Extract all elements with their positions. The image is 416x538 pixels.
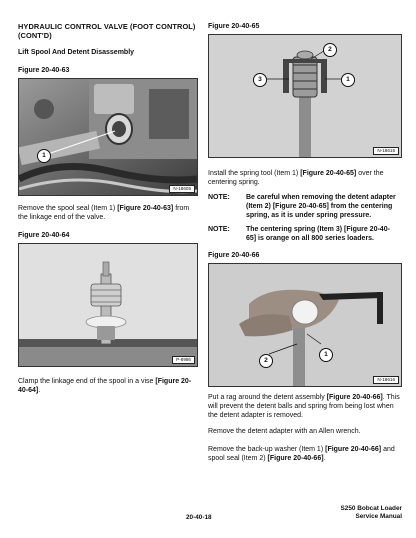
paragraph-rag: Put a rag around the detent assembly [Figure 20-40-66]. This will prevent the detent balls and spring from being lost when the detent adapter is removed.: [208, 394, 400, 419]
callout-1: 1: [37, 149, 51, 163]
paragraph-clamp: Clamp the linkage end of the spool in a vise [Figure 20-40-64].: [18, 378, 192, 394]
figure-caption-64: Figure 20-40-64: [18, 232, 70, 239]
allen-wrench-photo: [209, 264, 401, 386]
paragraph-allen: Remove the detent adapter with an Allen wrench.: [208, 428, 361, 435]
callout-3: 3: [253, 73, 267, 87]
subsection-title: Lift Spool And Detent Disassembly: [18, 49, 135, 56]
note-2: NOTE: The centering spring (Item 3) [Figure 20-40-65] is orange on all 800 series loaders.: [208, 226, 390, 242]
note-1: NOTE: Be careful when removing the detent adapter (Item 2) [Figure 20-40-65] from the centering spring, as it is under spring pressure.: [208, 194, 396, 219]
page-number: 20-40-18: [186, 514, 212, 521]
figure-tag-64: P-8986: [172, 356, 195, 364]
figure-tag-66: N-18616: [373, 376, 399, 384]
figure-photo-66: [208, 263, 402, 387]
figure-tag-63: N-18605: [169, 185, 195, 193]
callout-1-b: 1: [341, 73, 355, 87]
paragraph-remove-seal: Remove the spool seal (Item 1) [Figure 20-40-63] from the linkage end of the valve.: [18, 205, 190, 221]
figure-caption-66: Figure 20-40-66: [208, 252, 260, 259]
figure-caption-63: Figure 20-40-63: [18, 67, 70, 74]
callout-1-c: 1: [319, 348, 333, 362]
callout-2: 2: [323, 43, 337, 57]
spring-tool-photo: [209, 35, 401, 157]
paragraph-backup: Remove the back-up washer (Item 1) [Figure 20-40-66] and spool seal (Item 2) [Figure 20-40-66].: [208, 446, 395, 462]
paragraph-install-tool: Install the spring tool (Item 1) [Figure 20-40-65] over the centering spring.: [208, 170, 384, 186]
figure-photo-65: [208, 34, 402, 158]
callout-2-b: 2: [259, 354, 273, 368]
footer-model: S250 Bobcat Loader Service Manual: [340, 505, 402, 520]
valve-linkage-photo: [19, 79, 197, 195]
figure-caption-65: Figure 20-40-65: [208, 23, 260, 30]
spool-in-vise-photo: [19, 244, 197, 366]
figure-photo-63: [18, 78, 198, 196]
figure-tag-65: N-18615: [373, 147, 399, 155]
figure-photo-64: [18, 243, 198, 367]
section-title: HYDRAULIC CONTROL VALVE (FOOT CONTROL) (CONT'D): [18, 22, 196, 40]
